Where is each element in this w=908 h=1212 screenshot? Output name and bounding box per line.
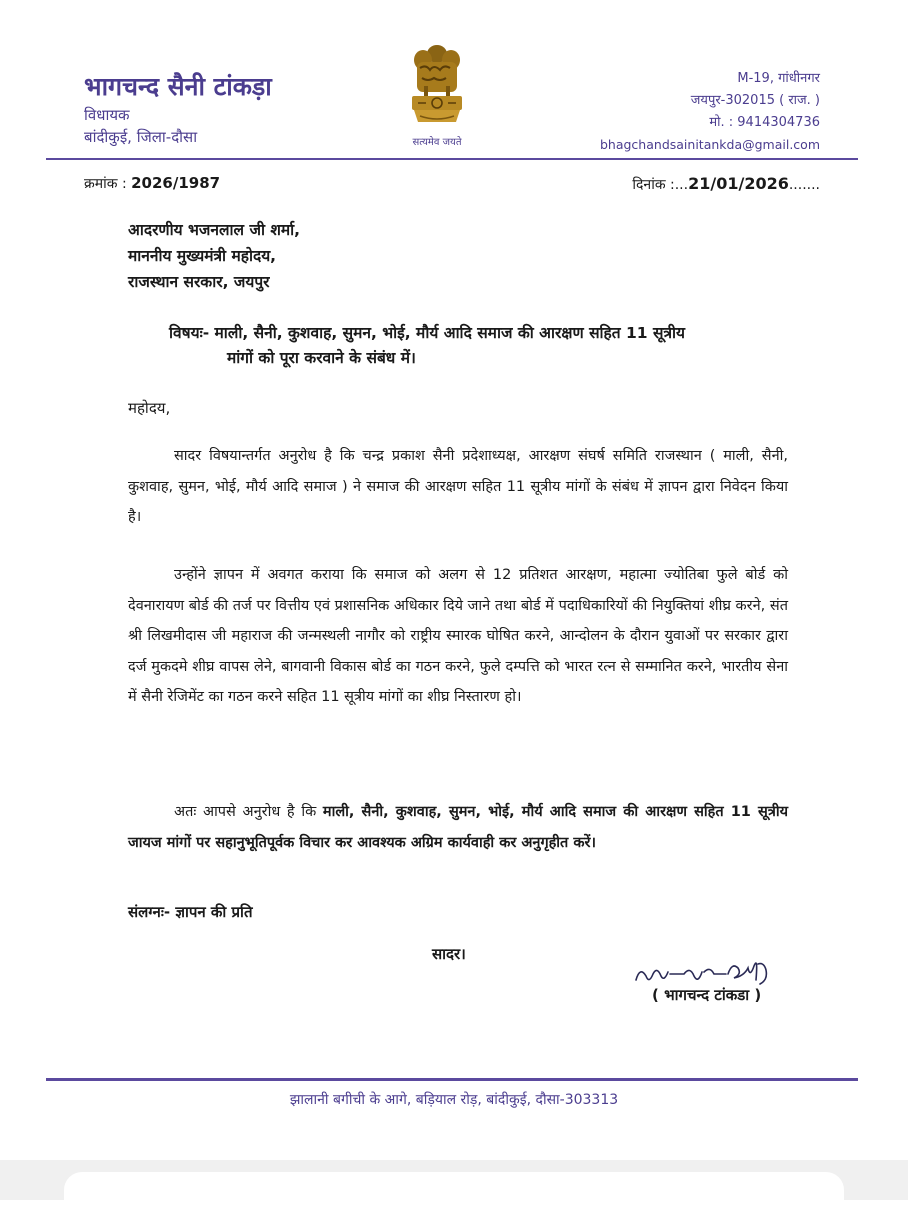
- subject-line-2: मांगों को पूरा करवाने के संबंध में।: [227, 349, 416, 367]
- mobile-number: मो. : 9414304736: [709, 115, 820, 130]
- ref-value: 2026/1987: [131, 174, 221, 192]
- body-paragraph-2: उन्होंने ज्ञापन में अवगत कराया कि समाज को अलग से 12 प्रतिशत आरक्षण, महात्मा ज्योतिबा फुले बोर्ड को देवनारायण बोर्ड की तर्ज पर वित्तीय एवं प्रशासनिक अधिकार दिये जाने तथा बोर्ड में पदाधिकारियों की नियुक्तियां शीघ्र करने, संत श्री लिखमीदास जी महाराज की जन्मस्थली नागौर को राष्ट्रीय स्मारक घोषित करने, आन्दोलन के दौरान युवाओं पर सरकार द्वारा दर्ज मुकदमे शीघ्र वापस लेने, बागवानी विकास बोर्ड का गठन करने, फुले दम्पत्ति को भारत रत्न से सम्मानित करने, भारतीय सेना में सैनी रेजिमेंट का गठन करने सहित 11 सूत्रीय मांगों का शीघ्र निस्तारण हो।: [128, 567, 788, 705]
- reference-number: [84, 174, 220, 193]
- sender-designation: विधायक: [84, 106, 130, 124]
- footer-divider: [46, 1078, 858, 1081]
- request-lead: अतः आपसे अनुरोध है कि: [174, 804, 323, 820]
- sender-name: भागचन्द सैनी टांकड़ा: [84, 72, 272, 101]
- header-divider: [46, 158, 858, 160]
- addressee-line-2: माननीय मुख्यमंत्री महोदय,: [128, 247, 277, 265]
- letterhead-contact: [600, 68, 820, 156]
- addressee-line-3: राजस्थान सरकार, जयपुर: [128, 273, 270, 291]
- sender-constituency: बांदीकुई, जिला-दौसा: [84, 128, 198, 146]
- viewer-bottom-card: [64, 1172, 844, 1212]
- signatory-name: ( भागचन्द टांकडा ): [652, 986, 762, 1004]
- subject-block: [169, 321, 809, 371]
- salutation: महोदय,: [128, 399, 171, 417]
- date-label: दिनांक :...: [632, 177, 689, 193]
- request-emphasis: माली, सैनी, कुशवाह, सुमन, भोई, मौर्य आदि समाज की आरक्षण सहित 11 सूत्रीय जायज मांगों पर सहानुभूतिपूर्वक विचार कर आवश्यक अग्रिम कार्यवाही कर अनुगृहीत करें।: [128, 804, 788, 851]
- body-paragraph-1: सादर विषयान्तर्गत अनुरोध है कि चन्द्र प्रकाश सैनी प्रदेशाध्यक्ष, आरक्षण संघर्ष समिति राजस्थान ( माली, सैनी, कुशवाह, सुमन, भोई, मौर्य आदि समाज ) ने समाज की आरक्षण सहित 11 सूत्रीय मांगों के संबंध में ज्ञापन द्वारा निवेदन किया है।: [128, 448, 788, 525]
- attachment-note: संलग्नः- ज्ञापन की प्रति: [128, 903, 253, 921]
- footer-address: झालानी बगीची के आगे, बड़ियाल रोड़, बांदीकुई, दौसा-303313: [289, 1092, 619, 1108]
- date-value: 21/01/2026: [688, 174, 789, 193]
- closing: सादर।: [432, 945, 466, 963]
- letter-date: [632, 174, 820, 194]
- ref-label: क्रमांक :: [84, 176, 127, 192]
- addressee-line-1: आदरणीय भजनलाल जी शर्मा,: [128, 221, 301, 239]
- date-suffix: .......: [788, 177, 820, 193]
- body-paragraph-3: [128, 797, 788, 858]
- subject-line-1: विषयः- माली, सैनी, कुशवाह, सुमन, भोई, मौर्य आदि समाज की आरक्षण सहित 11 सूत्रीय: [169, 324, 686, 342]
- address-line-1: M-19, गांधीनगर: [737, 71, 820, 86]
- emblem-motto: सत्यमेव जयते: [412, 137, 462, 148]
- address-line-2: जयपुर-302015 ( राज. ): [690, 93, 820, 108]
- lion-capital-emblem-icon: [406, 40, 468, 132]
- letterhead-sender: [84, 70, 272, 148]
- national-emblem: [393, 40, 481, 148]
- addressee-block: [128, 217, 300, 295]
- email-address: bhagchandsainitankda@gmail.com: [599, 137, 820, 152]
